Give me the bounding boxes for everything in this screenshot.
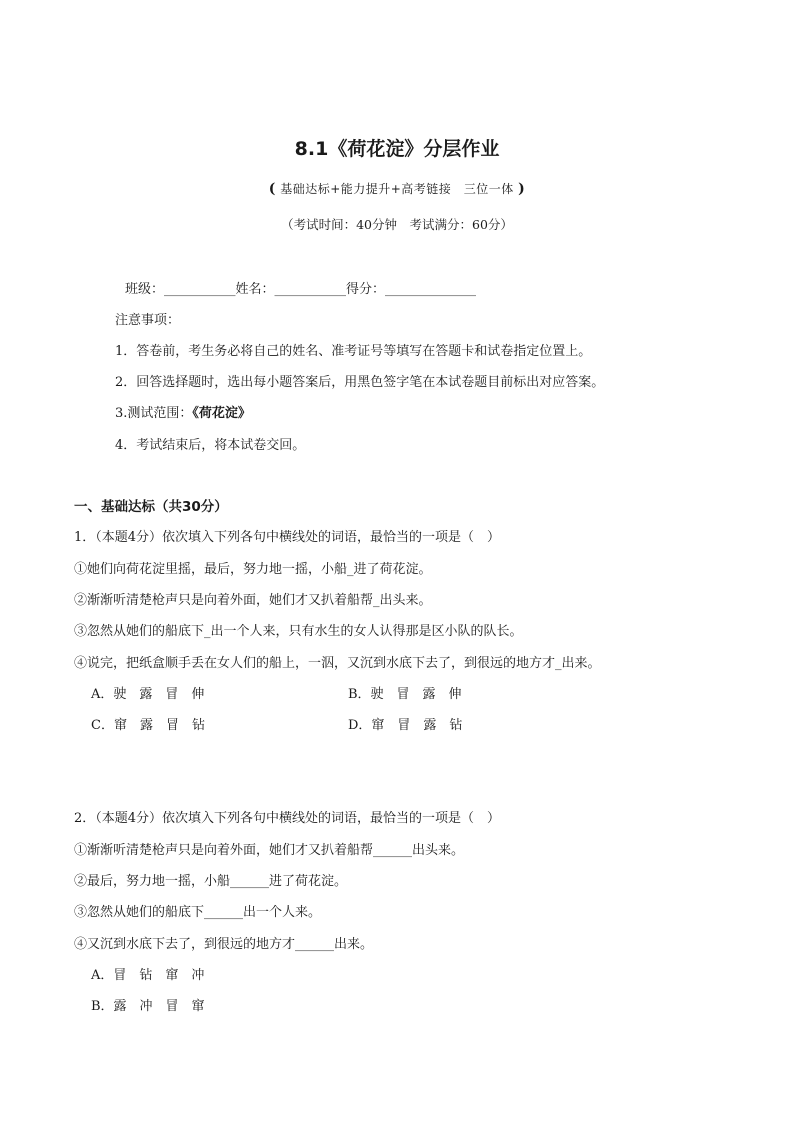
name-blank[interactable]: ___________ (274, 282, 347, 297)
section-heading-basic: 一、基础达标（共30分） (74, 499, 228, 515)
q1-sentence-3: ③忽然从她们的船底下_出一个人来，只有水生的女人认得那是区小队的队长。 (74, 624, 523, 639)
exam-info: （考试时间：40分钟 考试满分：60分） (281, 217, 513, 232)
subtitle-text: 基础达标+能力提升+高考链接 三位一体 (280, 182, 519, 196)
q1-option-c[interactable]: C．窜 露 冒 钻 (91, 718, 205, 733)
subtitle-close-paren: ) (518, 181, 526, 197)
name-label: 姓名： (235, 282, 275, 297)
q2-stem: 2．（本题4分）依次填入下列各句中横线处的词语，最恰当的一项是（ ） (74, 811, 501, 826)
q1-sentence-1: ①她们向荷花淀里摇，最后，努力地一摇，小船_进了荷花淀。 (74, 562, 432, 577)
q1-stem: 1．（本题4分）依次填入下列各句中横线处的词语，最恰当的一项是（ ） (74, 530, 501, 545)
note-item-4: 4．考试结束后，将本试卷交回。 (115, 438, 306, 453)
note-item-2: 2．回答选择题时，选出每小题答案后，用黑色签字笔在本试卷题目前标出对应答案。 (115, 375, 605, 390)
q2-option-b[interactable]: B．露 冲 冒 窜 (91, 999, 205, 1014)
class-blank[interactable]: ___________ (164, 282, 236, 297)
q2-sentence-1: ①渐渐听清楚枪声只是向着外面，她们才又扒着船帮______出头来。 (74, 843, 465, 858)
note-item-3-value: 《荷花淀》 (192, 406, 251, 421)
q2-option-a[interactable]: A．冒 钻 窜 冲 (91, 968, 205, 983)
page-title: 8.1《荷花淀》分层作业 (294, 138, 500, 160)
q2-sentence-4: ④又沉到水底下去了，到很远的地方才______出来。 (74, 937, 374, 952)
student-info-line (125, 281, 476, 299)
q1-option-d[interactable]: D．窜 冒 露 钻 (348, 718, 463, 733)
class-label: 班级： (125, 282, 165, 297)
q1-sentence-2: ②渐渐听清楚枪声只是向着外面，她们才又扒着船帮_出头来。 (74, 593, 432, 608)
note-item-3 (115, 405, 251, 423)
subtitle (0, 180, 794, 198)
note-item-1: 1．答卷前，考生务必将自己的姓名、准考证号等填写在答题卡和试卷指定位置上。 (115, 344, 592, 359)
notes-heading: 注意事项： (115, 313, 181, 328)
score-blank[interactable]: ______________ (385, 282, 477, 297)
q2-sentence-2: ②最后，努力地一摇，小船______进了荷花淀。 (74, 874, 348, 889)
q1-option-a[interactable]: A．驶 露 冒 伸 (91, 687, 205, 702)
q1-sentence-4: ④说完，把纸盒顺手丢在女人们的船上，一泅，又沉到水底下去了，到很远的地方才_出来。 (74, 656, 601, 671)
subtitle-open-paren: ( (268, 181, 276, 197)
q2-sentence-3: ③忽然从她们的船底下______出一个人来。 (74, 905, 322, 920)
note-item-3-label: 3.测试范围： (115, 406, 193, 421)
q1-option-b[interactable]: B．驶 冒 露 伸 (348, 687, 462, 702)
score-label: 得分： (346, 282, 386, 297)
